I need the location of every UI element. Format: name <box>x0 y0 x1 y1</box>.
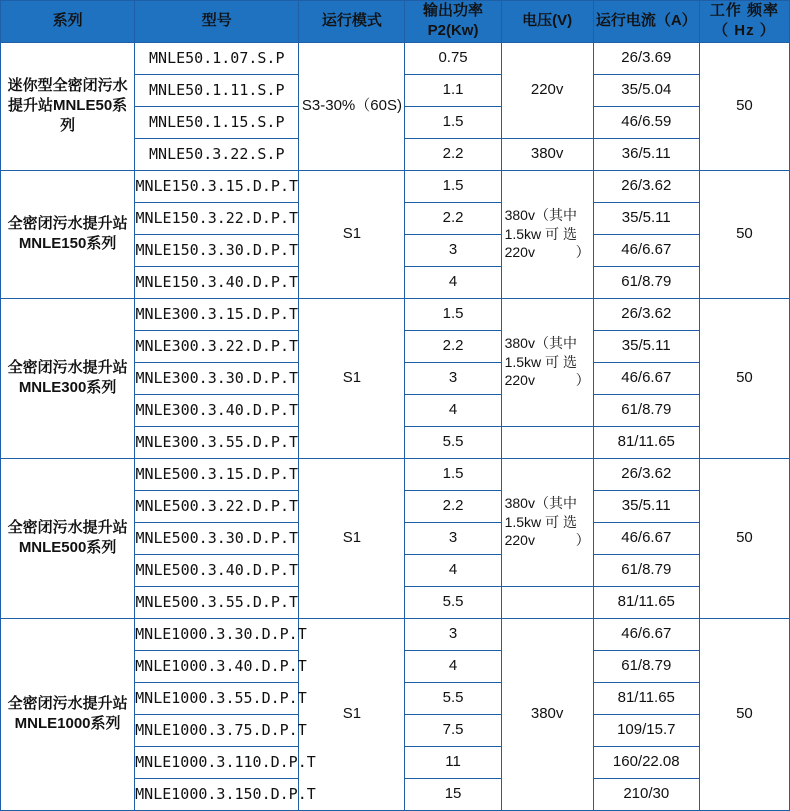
power-cell: 4 <box>405 554 501 586</box>
current-cell: 46/6.67 <box>593 234 699 266</box>
model-cell: MNLE50.1.07.S.P <box>135 42 299 74</box>
power-cell: 1.1 <box>405 74 501 106</box>
mode-cell: S1 <box>299 298 405 458</box>
model-cell: MNLE500.3.30.D.P.T <box>135 522 299 554</box>
current-cell: 46/6.59 <box>593 106 699 138</box>
current-cell: 35/5.11 <box>593 490 699 522</box>
voltage-cell: 380v <box>501 138 593 170</box>
model-cell: MNLE150.3.15.D.P.T <box>135 170 299 202</box>
power-cell: 3 <box>405 522 501 554</box>
series-cell: 全密闭污水提升站 MNLE300系列 <box>1 298 135 458</box>
power-cell: 3 <box>405 618 501 650</box>
model-cell: MNLE500.3.55.D.P.T <box>135 586 299 618</box>
model-cell: MNLE150.3.40.D.P.T <box>135 266 299 298</box>
current-cell: 160/22.08 <box>593 746 699 778</box>
header-voltage: 电压(V) <box>501 1 593 43</box>
voltage-cell <box>501 426 593 458</box>
power-cell: 5.5 <box>405 682 501 714</box>
table-body <box>1 42 790 810</box>
frequency-cell: 50 <box>699 298 789 458</box>
table-row <box>1 618 790 650</box>
frequency-cell: 50 <box>699 458 789 618</box>
model-cell: MNLE50.1.11.S.P <box>135 74 299 106</box>
current-cell: 210/30 <box>593 778 699 810</box>
header-row <box>1 1 790 43</box>
series-cell: 全密闭污水提升站MNLE1000系列 <box>1 618 135 810</box>
current-cell: 35/5.11 <box>593 202 699 234</box>
power-cell: 11 <box>405 746 501 778</box>
header-frequency <box>699 1 789 43</box>
power-cell: 5.5 <box>405 426 501 458</box>
table-header <box>1 1 790 43</box>
power-cell: 5.5 <box>405 586 501 618</box>
series-cell: 全密闭污水提升站 MNLE150系列 <box>1 170 135 298</box>
header-model: 型号 <box>135 1 299 43</box>
model-cell: MNLE50.1.15.S.P <box>135 106 299 138</box>
model-cell: MNLE1000.3.150.D.P.T <box>135 778 299 810</box>
power-cell: 2.2 <box>405 330 501 362</box>
current-cell: 61/8.79 <box>593 394 699 426</box>
current-cell: 81/11.65 <box>593 426 699 458</box>
power-cell: 2.2 <box>405 490 501 522</box>
power-cell: 2.2 <box>405 202 501 234</box>
current-cell: 35/5.11 <box>593 330 699 362</box>
voltage-cell: 380v（其中 1.5kw 可 选 220v） <box>501 458 593 586</box>
model-cell: MNLE500.3.22.D.P.T <box>135 490 299 522</box>
current-cell: 61/8.79 <box>593 650 699 682</box>
mode-cell: S1 <box>299 170 405 298</box>
power-cell: 15 <box>405 778 501 810</box>
header-power-line1: 输出功率 <box>423 2 484 19</box>
model-cell: MNLE1000.3.75.D.P.T <box>135 714 299 746</box>
power-cell: 1.5 <box>405 298 501 330</box>
voltage-cell <box>501 586 593 618</box>
series-cell: 全密闭污水提升站 MNLE500系列 <box>1 458 135 618</box>
current-cell: 46/6.67 <box>593 522 699 554</box>
current-cell: 81/11.65 <box>593 682 699 714</box>
current-cell: 26/3.62 <box>593 458 699 490</box>
model-cell: MNLE300.3.22.D.P.T <box>135 330 299 362</box>
current-cell: 81/11.65 <box>593 586 699 618</box>
model-cell: MNLE300.3.40.D.P.T <box>135 394 299 426</box>
power-cell: 1.5 <box>405 106 501 138</box>
header-series: 系列 <box>1 1 135 43</box>
current-cell: 46/6.67 <box>593 362 699 394</box>
model-cell: MNLE150.3.30.D.P.T <box>135 234 299 266</box>
header-frequency-line2: （ Hz ） <box>713 22 776 40</box>
power-cell: 3 <box>405 234 501 266</box>
current-cell: 46/6.67 <box>593 618 699 650</box>
header-frequency-line1: 工作 频率 <box>709 2 779 19</box>
current-cell: 36/5.11 <box>593 138 699 170</box>
model-cell: MNLE1000.3.110.D.P.T <box>135 746 299 778</box>
model-cell: MNLE150.3.22.D.P.T <box>135 202 299 234</box>
model-cell: MNLE1000.3.40.D.P.T <box>135 650 299 682</box>
power-cell: 4 <box>405 266 501 298</box>
current-cell: 35/5.04 <box>593 74 699 106</box>
model-cell: MNLE300.3.15.D.P.T <box>135 298 299 330</box>
power-cell: 1.5 <box>405 458 501 490</box>
voltage-cell: 380v <box>501 618 593 810</box>
header-current: 运行电流（A） <box>593 1 699 43</box>
model-cell: MNLE500.3.15.D.P.T <box>135 458 299 490</box>
table-row <box>1 42 790 74</box>
frequency-cell: 50 <box>699 618 789 810</box>
header-power <box>405 1 501 43</box>
voltage-cell: 380v（其中 1.5kw 可 选 220v） <box>501 170 593 298</box>
power-cell: 2.2 <box>405 138 501 170</box>
model-cell: MNLE50.3.22.S.P <box>135 138 299 170</box>
frequency-cell: 50 <box>699 170 789 298</box>
power-cell: 0.75 <box>405 42 501 74</box>
power-cell: 4 <box>405 650 501 682</box>
power-cell: 4 <box>405 394 501 426</box>
current-cell: 61/8.79 <box>593 554 699 586</box>
series-cell: 迷你型全密闭污水提升站MNLE50系列 <box>1 42 135 170</box>
mode-cell: S1 <box>299 618 405 810</box>
table-row <box>1 170 790 202</box>
current-cell: 26/3.62 <box>593 298 699 330</box>
current-cell: 61/8.79 <box>593 266 699 298</box>
voltage-cell: 220v <box>501 42 593 138</box>
power-cell: 3 <box>405 362 501 394</box>
frequency-cell: 50 <box>699 42 789 170</box>
power-cell: 1.5 <box>405 170 501 202</box>
table-row <box>1 298 790 330</box>
current-cell: 26/3.62 <box>593 170 699 202</box>
mode-cell: S3-30%（60S) <box>299 42 405 170</box>
model-cell: MNLE1000.3.55.D.P.T <box>135 682 299 714</box>
current-cell: 109/15.7 <box>593 714 699 746</box>
model-cell: MNLE300.3.30.D.P.T <box>135 362 299 394</box>
model-cell: MNLE300.3.55.D.P.T <box>135 426 299 458</box>
header-power-line2: P2(Kw) <box>427 22 479 40</box>
model-cell: MNLE1000.3.30.D.P.T <box>135 618 299 650</box>
voltage-cell: 380v（其中 1.5kw 可 选 220v） <box>501 298 593 426</box>
header-mode: 运行模式 <box>299 1 405 43</box>
model-cell: MNLE500.3.40.D.P.T <box>135 554 299 586</box>
mode-cell: S1 <box>299 458 405 618</box>
current-cell: 26/3.69 <box>593 42 699 74</box>
table-row <box>1 458 790 490</box>
power-cell: 7.5 <box>405 714 501 746</box>
